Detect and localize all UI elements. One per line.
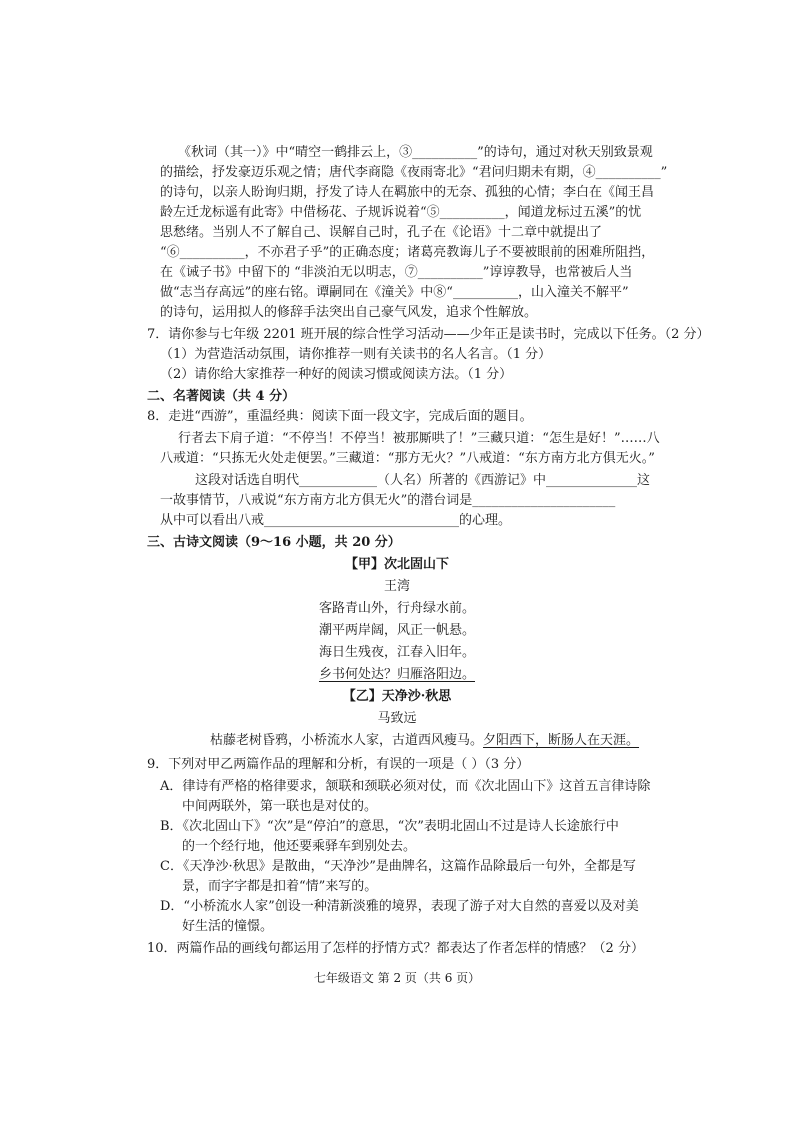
q6-line-6: “⑥__________，不亦君子乎”的正确态度；诸葛亮教诲儿子不要被眼前的困难所阻挡， [160,245,655,260]
q9-option-b-line-2: 的一个经行地，他还要乘驿车到别处去。 [182,839,417,854]
q9-option-d-line-2: 好生活的憧憬。 [182,919,274,934]
poem-a-underlined-line: 乡书何处达？归雁洛阳边。 [318,667,475,682]
poem-a-line-2: 潮平两岸阔，风正一帆悬。 [318,623,475,638]
q9-option-a-line-1: A．律诗有严格的格律要求，颔联和颈联必须对仗，而《次北固山下》这首五言律诗除 [160,779,651,794]
poem-a-line-3: 海日生残夜，江春入旧年。 [318,645,475,660]
q6-line-9: 的诗句，运用拟人的修辞手法突出自己豪气风发，追求个性解放。 [160,305,538,320]
poem-b-text [210,731,639,751]
q6-line-8: 做“志当存高远”的座右铭。谭嗣同在《潼关》中⑧“__________，山入潼关不解平” [160,285,629,300]
poem-a-author: 王湾 [383,579,410,594]
page-footer: 七年级语文 第 2 页（共 6 页） [313,971,481,985]
q9-option-c-line-1: C．《天净沙·秋思》是散曲，“天净沙”是曲牌名，这篇作品除最后一句外，全都是写 [160,859,636,874]
q6-line-1: 《秋词（其一）》中“晴空一鹤排云上，③__________”的诗句，通过对秋天别致景观 [178,145,653,160]
poem-a-line-1: 客路青山外，行舟绿水前。 [318,601,475,616]
q8-stem: 8．走进“西游”，重温经典：阅读下面一段文字，完成后面的题目。 [147,409,533,424]
q6-line-5: 思愁绪。当别人不了解自己、误解自己时，孔子在《论语》十二章中就提出了 [160,225,603,240]
q6-line-3: 的诗句，以亲人盼询归期，抒发了诗人在羁旅中的无奈、孤独的心情；李白在《闻王昌 [160,185,655,200]
section-2-title: 二、名著阅读（共 4 分） [147,389,296,404]
q8-fill-line-2: 一故事情节，八戒说“东方南方北方俱无火”的潜台词是______________________ [160,493,616,508]
q9-option-c-line-2: 景，而字字都是扣着“情”来写的。 [182,879,378,894]
q8-quote-line-2: 八戒道：“只拣无火处走便罢。”三藏道：“那方无火？”八戒道：“东方南方北方俱无火。” [160,451,655,466]
poem-b-body: 枯藤老树昏鸦，小桥流水人家，古道西风瘦马。 [210,733,484,748]
section-3-title: 三、古诗文阅读（9～16 小题，共 20 分） [147,535,401,550]
poem-a-line-4 [0,665,794,685]
poem-a-title: 【甲】次北固山下 [344,557,449,572]
q10-stem: 10．两篇作品的画线句都运用了怎样的抒情方式？都表达了作者怎样的情感？（2 分） [147,941,644,956]
q6-line-7: 在《诫子书》中留下的 “非淡泊无以明志，⑦__________”谆谆教导，也常被后人当 [160,265,633,280]
q6-line-2: 的描绘，抒发豪迈乐观之情；唐代李商隐《夜雨寄北》“君问归期未有期，④__________” [160,165,668,180]
q9-option-d-line-1: D．“小桥流水人家”创设一种清新淡雅的境界，表现了游子对大自然的喜爱以及对美 [160,899,639,914]
poem-b-title: 【乙】天净沙·秋思 [342,689,452,704]
q7-sub-2: （2）请你给大家推荐一种好的阅读习惯或阅读方法。（1 分） [160,367,513,382]
q9-stem: 9．下列对甲乙两篇作品的理解和分析，有误的一项是（ ）（3 分） [147,757,530,772]
q8-quote-line-1: 行者去下肩子道：“不停当！不停当！被那厮哄了！”三藏只道：“怎生是好！”……八 [178,431,660,446]
q7-stem: 7．请你参与七年级 2201 班开展的综合性学习活动——少年正是读书时，完成以下任务。（2 分） [147,327,710,342]
q8-fill-line-1: 这段对话选自明代____________（人名）所著的《西游记》中______________这 [195,473,651,488]
poem-b-underlined-line: 夕阳西下，断肠人在天涯。 [483,733,640,748]
q9-option-a-line-2: 中间两联外，第一联也是对仗的。 [182,799,378,814]
q8-fill-line-3: 从中可以看出八戒______________________________的心理。 [160,513,512,528]
q7-sub-1: （1）为营造活动氛围，请你推荐一则有关读书的名人名言。（1 分） [160,347,552,362]
poem-b-author: 马致远 [377,711,417,726]
q6-line-4: 龄左迁龙标遥有此寄》中借杨花、子规诉说着“⑤__________，闻道龙标过五溪”的忧 [160,205,642,220]
q9-option-b-line-1: B．《次北固山下》“次”是“停泊”的意思，“次”表明北固山不过是诗人长途旅行中 [160,819,619,834]
